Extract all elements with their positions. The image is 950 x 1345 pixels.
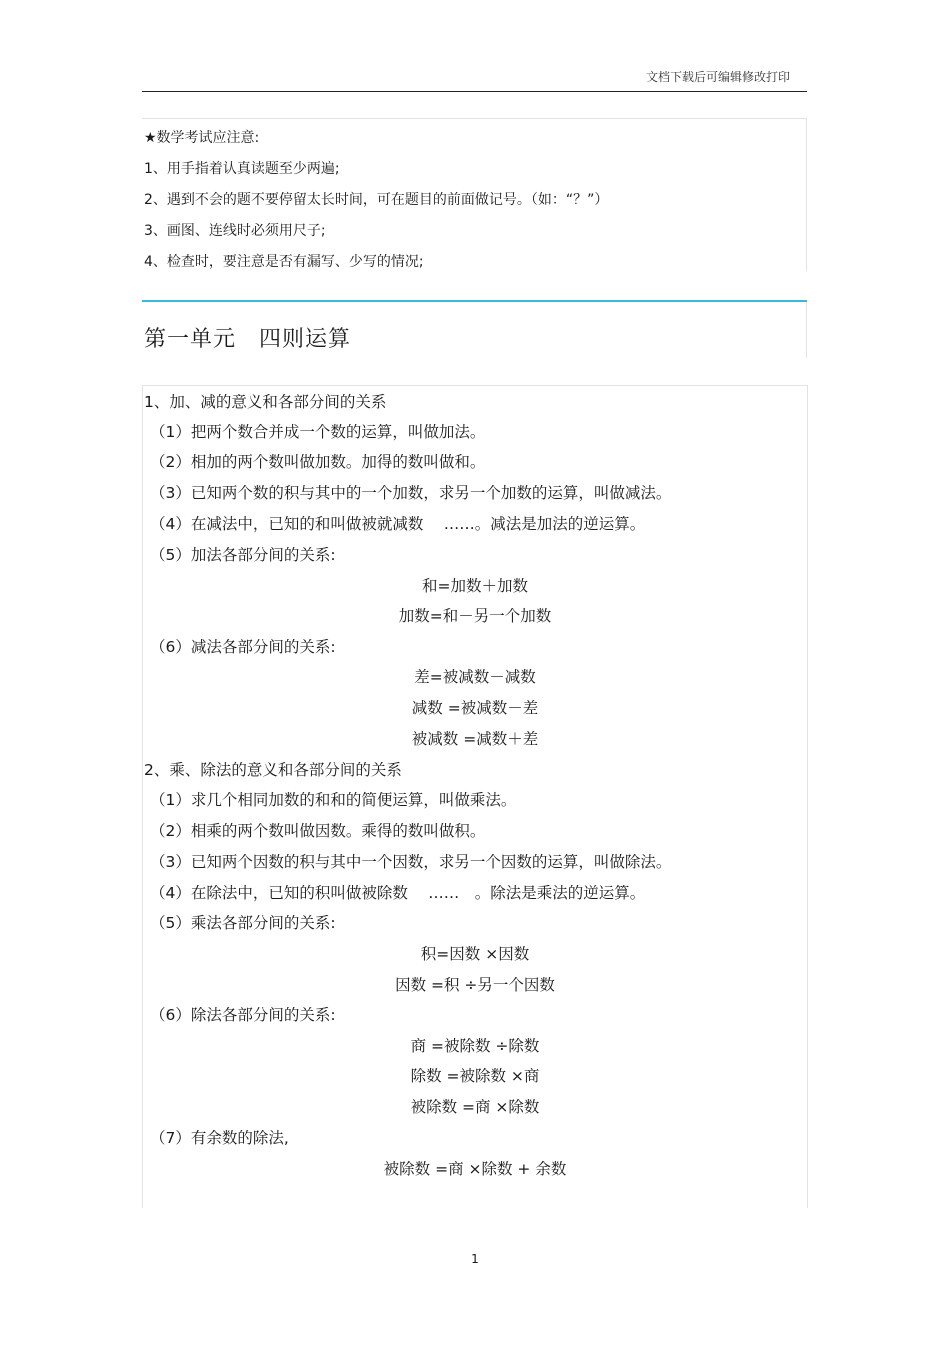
formula-sum: 和=加数＋加数 [422, 577, 528, 595]
section-2-p5: （5）乘法各部分间的关系: [150, 914, 336, 932]
section-1-p6: （6）减法各部分间的关系: [150, 638, 336, 656]
notice-title: ★数学考试应注意: [144, 130, 260, 146]
formula-difference: 差=被减数－减数 [414, 668, 536, 686]
formula-factor: 因数 =积 ÷另一个因数 [395, 976, 555, 994]
unit-title: 第一单元 四则运算 [144, 327, 352, 352]
notice-item-3: 3、画图、连线时必须用尺子; [144, 223, 326, 239]
section-2-p7: （7）有余数的除法, [150, 1129, 289, 1147]
formula-product: 积=因数 ×因数 [420, 945, 530, 963]
section-1-p5: （5）加法各部分间的关系: [150, 546, 336, 564]
formula-minuend: 被减数 =减数＋差 [411, 730, 539, 748]
section-1-heading: 1、加、减的意义和各部分间的关系 [144, 393, 387, 411]
section-2-p4: （4）在除法中，已知的积叫做被除数 …… 。除法是乘法的逆运算。 [150, 884, 646, 902]
notice-item-1: 1、用手指着认真读题至少两遍; [144, 161, 340, 177]
formula-remainder-division: 被除数 =商 ×除数 + 余数 [383, 1160, 567, 1178]
section-2-p3: （3）已知两个因数的积与其中一个因数，求另一个因数的运算，叫做除法。 [150, 853, 672, 871]
page-number: 1 [471, 1252, 479, 1266]
section-2-p6: （6）除法各部分间的关系: [150, 1006, 336, 1024]
formula-addend: 加数=和－另一个加数 [398, 607, 552, 625]
formula-divisor: 除数 =被除数 ×商 [410, 1067, 540, 1085]
header-note: 文档下载后可编辑修改打印 [645, 70, 790, 84]
notice-item-2: 2、遇到不会的题不要停留太长时间，可在题目的前面做记号。（如：“？”） [144, 192, 609, 208]
header-divider [142, 91, 807, 92]
section-1-p2: （2）相加的两个数叫做加数。加得的数叫做和。 [150, 453, 486, 471]
section-2-p2: （2）相乘的两个数叫做因数。乘得的数叫做积。 [150, 822, 486, 840]
notice-box [142, 118, 807, 271]
section-1-p4: （4）在减法中，已知的和叫做被就减数 ……。减法是加法的逆运算。 [150, 515, 646, 533]
formula-subtrahend: 减数 =被减数－差 [411, 699, 539, 717]
section-2-p1: （1）求几个相同加数的和和的简便运算，叫做乘法。 [150, 791, 517, 809]
formula-quotient: 商 =被除数 ÷除数 [410, 1037, 540, 1055]
section-1-p3: （3）已知两个数的积与其中的一个加数，求另一个加数的运算，叫做减法。 [150, 484, 672, 502]
section-1-p1: （1）把两个数合并成一个数的运算，叫做加法。 [150, 423, 486, 441]
notice-item-4: 4、检查时，要注意是否有漏写、少写的情况; [144, 254, 424, 270]
formula-dividend: 被除数 =商 ×除数 [410, 1098, 540, 1116]
section-2-heading: 2、乘、除法的意义和各部分间的关系 [144, 761, 402, 779]
